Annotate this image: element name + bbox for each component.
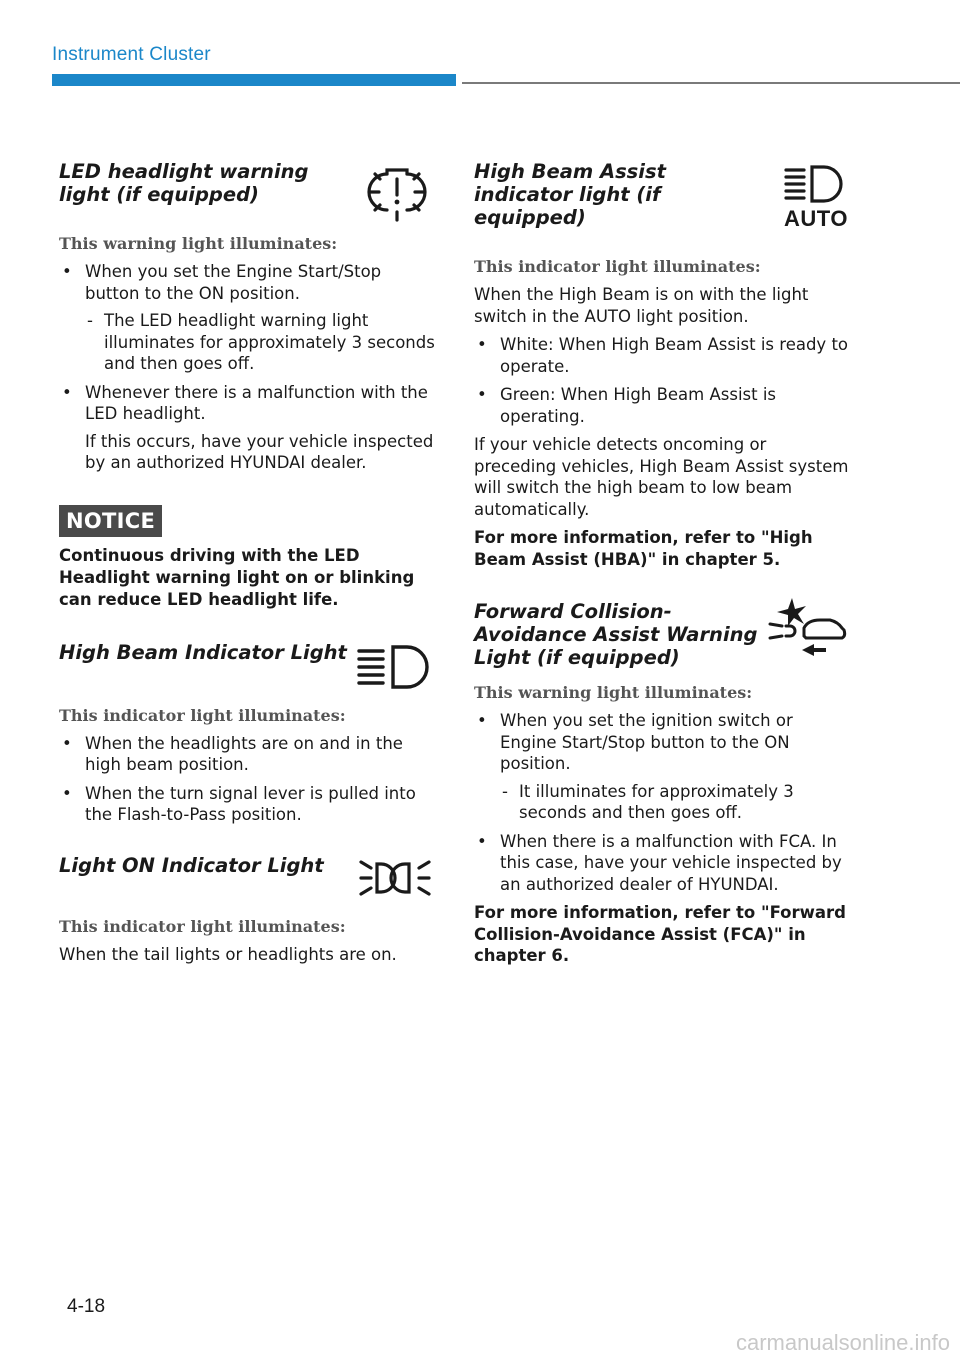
list-item: • When the turn signal lever is pulled into the Flash-to-Pass position. (59, 783, 435, 826)
hba-reference: For more information, refer to "High Beam Assist (HBA)" in chapter 5. (474, 528, 813, 569)
high-beam-list (59, 733, 435, 826)
led-headlight-title: LED headlight warning light (if equipped) (59, 160, 309, 206)
hba-para-2: If your vehicle detects oncoming or preceding vehicles, High Beam Assist system will switch the high beam to low beam automatically. (474, 435, 849, 519)
fca-list (474, 710, 850, 895)
hba-icon-label: AUTO (784, 206, 848, 231)
list-item: • When the headlights are on and in the high beam position. (59, 733, 435, 776)
list-item (474, 710, 850, 824)
watermark: carmanualsonline.info (735, 1330, 950, 1355)
notice-badge: NOTICE (59, 505, 162, 537)
led-headlight-lead: This warning light illuminates: (59, 234, 338, 253)
high-beam-lead: This indicator light illuminates: (59, 705, 346, 725)
page-section-title: Instrument Cluster (52, 44, 211, 65)
light-on-lead: This indicator light illuminates: (59, 916, 346, 936)
list-item (59, 261, 435, 375)
list-item (59, 382, 435, 474)
led-headlight-warning-icon (367, 162, 427, 222)
light-on-title: Light ON Indicator Light (59, 853, 324, 877)
fca-dash-list (500, 781, 850, 824)
fca-lead: This warning light illuminates: (474, 683, 753, 702)
led-dash-item: - The LED headlight warning light illuminates for approximately 3 seconds and then goes off. (85, 310, 435, 375)
forward-collision-warning-icon (768, 596, 848, 658)
hba-lead: This indicator light illuminates: (474, 257, 761, 276)
hba-para-1: When the High Beam is on with the light switch in the AUTO light position. (474, 285, 809, 326)
list-item: • Green: When High Beam Assist is operating. (474, 384, 850, 427)
led-bullet-2-sub: If this occurs, have your vehicle inspected by an authorized HYUNDAI dealer. (85, 431, 434, 472)
led-headlight-list (59, 261, 435, 474)
led-dash-list (85, 310, 435, 375)
list-item: • White: When High Beam Assist is ready to operate. (474, 334, 850, 377)
high-beam-section (59, 641, 435, 826)
led-bullet-1: When you set the Engine Start/Stop button to the ON position. (85, 262, 382, 303)
left-column (59, 158, 435, 972)
list-item: • When there is a malfunction with FCA. In this case, have your vehicle inspected by an authorized dealer of HYUNDAI. (474, 831, 850, 896)
light-on-icon (359, 856, 431, 900)
fca-dash-item: - It illuminates for approximately 3 seconds and then goes off. (500, 781, 850, 824)
fca-reference: For more information, refer to "Forward Collision-Avoidance Assist (FCA)" in chapter 6. (474, 903, 846, 965)
page-number: 4-18 (67, 1296, 106, 1317)
light-on-section (59, 854, 435, 966)
notice-text: Continuous driving with the LED Headlight warning light on or blinking can reduce LED headlight life. (59, 545, 415, 609)
high-beam-icon (357, 643, 433, 693)
high-beam-assist-icon (784, 164, 846, 204)
hba-title: High Beam Assist indicator light (if equipped) (474, 160, 666, 229)
fca-title: Forward Collision-Avoidance Assist Warning Light (if equipped) (474, 600, 758, 669)
header-divider (462, 82, 960, 84)
fca-bullet-1: When you set the ignition switch or Engine Start/Stop button to the ON position. (500, 711, 793, 773)
hba-list (474, 334, 850, 427)
hba-icon (784, 164, 850, 229)
led-bullet-2: Whenever there is a malfunction with the LED headlight. (85, 382, 428, 423)
fca-section (474, 600, 850, 967)
header-accent-bar (52, 74, 456, 86)
led-headlight-section (59, 158, 435, 474)
right-column (474, 158, 850, 974)
high-beam-title: High Beam Indicator Light (59, 640, 347, 664)
light-on-text: When the tail lights or headlights are on. (59, 944, 397, 964)
hba-section (474, 158, 850, 570)
